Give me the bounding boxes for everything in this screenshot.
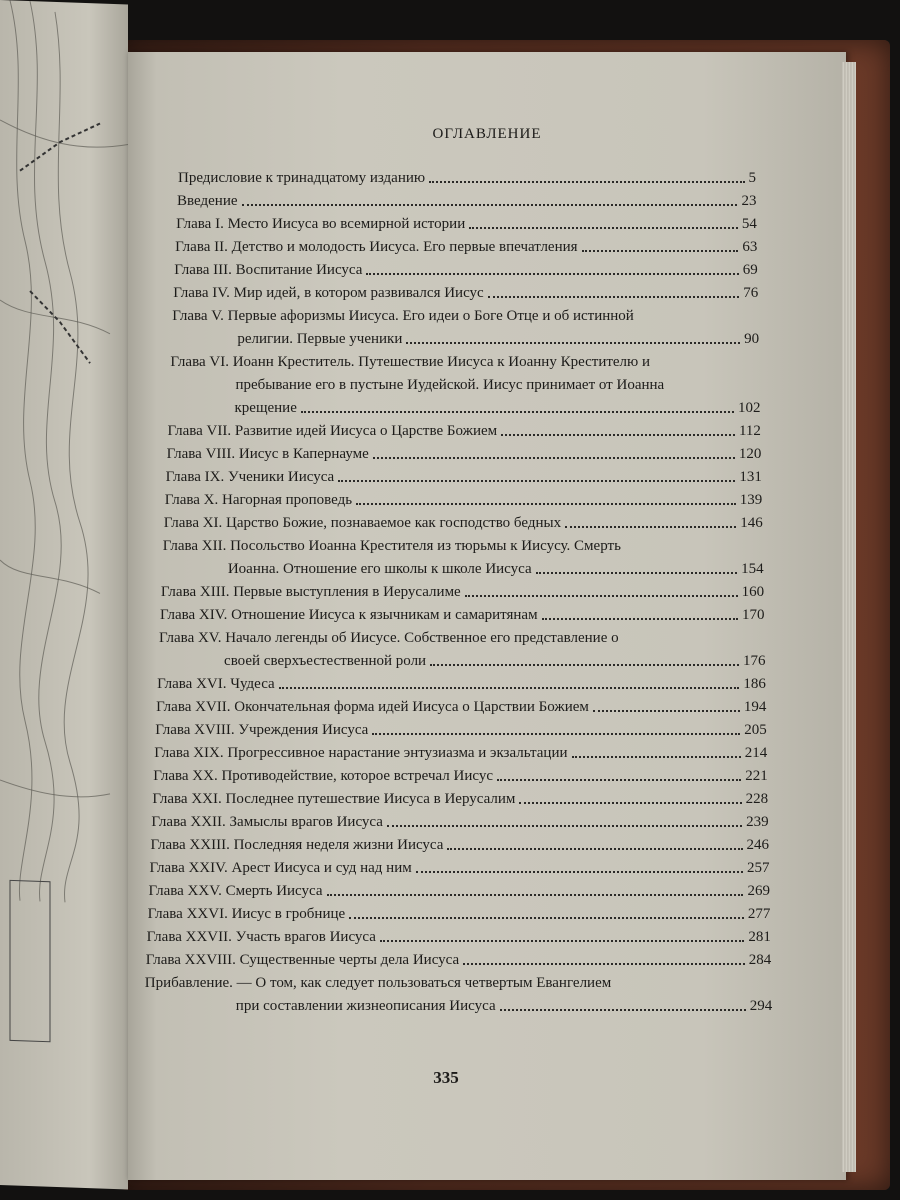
toc-entry[interactable] (175, 237, 757, 257)
toc-entry-page: 239 (746, 814, 769, 830)
toc-entry-label: религии. Первые ученики (237, 331, 403, 347)
toc-entry-page: 139 (739, 492, 763, 508)
toc-entry-page: 69 (742, 262, 758, 278)
toc-entry[interactable] (161, 582, 764, 602)
dot-leader (488, 296, 740, 298)
toc-entry-label: Глава XXV. Смерть Иисуса (148, 883, 323, 899)
toc-entry[interactable] (174, 260, 758, 280)
toc-entry-page: 63 (742, 239, 758, 255)
toc-entry-line: Глава V. Первые афоризмы Иисуса. Его идеи о Боге Отце и об истинной (172, 308, 634, 324)
toc-entry-line: пребывание его в пустыне Иудейской. Иисус принимает от Иоанна (235, 377, 665, 393)
toc-entry-line: Прибавление. — О том, как следует пользоваться четвертым Евангелием (144, 975, 612, 991)
toc-entry-page: 294 (749, 998, 773, 1014)
toc-entry-page: 186 (743, 676, 766, 692)
toc-entry-page: 257 (747, 860, 770, 876)
toc-entry-page: 120 (738, 446, 762, 462)
toc-entry-page: 102 (738, 400, 761, 416)
toc-entry-page: 228 (745, 791, 769, 807)
toc-entry-label: крещение (234, 400, 297, 416)
toc-entry-page: 131 (739, 469, 762, 485)
toc-entry[interactable] (228, 559, 764, 579)
toc-entry-label: Глава XIII. Первые выступления в Иерусалиме (160, 584, 461, 600)
toc-entry[interactable] (156, 697, 766, 717)
toc-entry-page: 160 (741, 584, 765, 600)
dot-leader (387, 825, 742, 827)
toc-entry-label: Глава XIX. Прогрессивное нарастание энтузиазма и экзальтации (154, 745, 568, 761)
toc-entry-page: 214 (744, 745, 768, 761)
toc-entry[interactable] (160, 605, 765, 625)
toc-entry-page: 269 (747, 883, 770, 899)
dot-leader (463, 963, 745, 965)
toc-entry-label: Глава XXI. Последнее путешествие Иисуса в Иерусалим (152, 791, 516, 807)
dot-leader (372, 733, 740, 735)
dot-leader (373, 457, 735, 459)
toc-entry[interactable] (151, 812, 768, 832)
dot-leader (429, 181, 744, 183)
dot-leader (338, 480, 735, 482)
toc-entry[interactable] (146, 950, 772, 970)
page-title: ОГЛАВЛЕНИЕ (432, 126, 542, 142)
dot-leader (416, 871, 743, 873)
toc-entry-page: 284 (748, 952, 772, 968)
toc-entry[interactable] (155, 720, 767, 740)
dot-leader (356, 503, 736, 505)
toc-entry-page: 90 (744, 331, 760, 347)
dot-leader (565, 526, 736, 528)
dot-leader (301, 411, 734, 413)
toc-entry[interactable] (150, 835, 769, 855)
toc-entry-label: Предисловие к тринадцатому изданию (178, 170, 426, 186)
toc-entry-label: Иоанна. Отношение его школы к школе Иисуса (227, 561, 532, 577)
toc-entry[interactable] (165, 490, 763, 510)
toc-entry-label: Глава XXVII. Участь врагов Иисуса (146, 929, 376, 945)
left-page-map (0, 0, 128, 1189)
dot-leader (366, 273, 738, 275)
toc-entry[interactable] (157, 674, 766, 694)
toc-entry-label: Глава XXIV. Арест Иисуса и суд над ним (149, 860, 412, 876)
toc-entry[interactable] (166, 467, 762, 487)
toc-entry-label: Глава I. Место Иисуса во всемирной истории (176, 216, 466, 232)
dot-leader (536, 572, 738, 574)
toc-entry-label: Глава X. Нагорная проповедь (164, 492, 353, 508)
dot-leader (447, 848, 742, 850)
toc-entry-page: 281 (748, 929, 771, 945)
toc-entry[interactable] (178, 168, 756, 188)
toc-entry-label: Глава XXIII. Последняя неделя жизни Иисуса (150, 837, 444, 853)
toc-entry[interactable] (176, 214, 757, 234)
toc-entry[interactable] (235, 398, 761, 418)
toc-entry-page: 112 (738, 423, 761, 439)
dot-leader (380, 940, 744, 942)
toc-entry-page: 246 (746, 837, 770, 853)
page-number: 335 (433, 1068, 459, 1087)
toc-entry-page: 54 (741, 216, 757, 232)
toc-entry-line: Глава XII. Посольство Иоанна Крестителя из тюрьмы к Иисусу. Смерть (162, 538, 621, 554)
toc-entry-page: 176 (742, 653, 766, 669)
dot-leader (242, 204, 738, 206)
toc-entry-page: 5 (748, 170, 756, 186)
dot-leader (582, 250, 739, 252)
dot-leader (497, 779, 741, 781)
dot-leader (469, 227, 738, 229)
toc-entry-label: Глава XXII. Замыслы врагов Иисуса (151, 814, 383, 830)
toc-entry[interactable] (152, 789, 768, 809)
toc-entry-label: Глава VIII. Иисус в Капернауме (166, 446, 369, 462)
toc-entry[interactable] (149, 881, 770, 901)
toc-entry-page: 194 (743, 699, 767, 715)
toc-entry-label: Глава XI. Царство Божие, познаваемое как господство бедных (163, 515, 562, 531)
dot-leader (430, 664, 739, 666)
toc-entry-label: Глава XVIII. Учреждения Иисуса (155, 722, 369, 738)
toc-entry-label: Глава VII. Развитие идей Иисуса о Царстве Божием (167, 423, 498, 439)
toc-entry-label: при составлении жизнеописания Иисуса (235, 998, 496, 1014)
toc-entry[interactable] (153, 766, 767, 786)
dot-leader (327, 894, 744, 896)
dot-leader (542, 618, 738, 620)
toc-entry-label: Введение (177, 193, 238, 209)
toc-entry[interactable] (177, 191, 756, 211)
dot-leader (279, 687, 740, 689)
toc-entry-label: своей сверхъестественной роли (224, 653, 427, 669)
toc-entry[interactable] (167, 444, 762, 464)
dot-leader (501, 434, 735, 436)
toc-entry-page: 23 (741, 193, 757, 209)
toc-entry-page: 76 (743, 285, 759, 301)
toc-entry-label: Глава IV. Мир идей, в котором развивался Иисус (173, 285, 484, 301)
dot-leader (519, 802, 741, 804)
toc-entry-label: Глава III. Воспитание Иисуса (174, 262, 363, 278)
toc-entry-label: Глава XXVI. Иисус в гробнице (147, 906, 346, 922)
dot-leader (406, 342, 740, 344)
toc-entry-label: Глава II. Детство и молодость Иисуса. Его первые впечатления (175, 239, 578, 255)
dot-leader (593, 710, 740, 712)
toc-entry[interactable] (168, 421, 761, 441)
toc-entry-page: 154 (741, 561, 764, 577)
toc-entry-line: Глава XV. Начало легенды об Иисусе. Собственное его представление о (159, 630, 619, 646)
toc-entry-page: 221 (745, 768, 768, 784)
toc-entry-label: Глава XVII. Окончательная форма идей Иисуса о Царствии Божием (156, 699, 589, 715)
toc-entry-page: 146 (740, 515, 763, 531)
toc-entry[interactable] (147, 927, 771, 947)
toc-entry-page: 170 (742, 607, 765, 623)
toc-entry-line: Глава VI. Иоанн Креститель. Путешествие Иисуса к Иоанну Крестителю и (170, 354, 651, 370)
dot-leader (465, 595, 738, 597)
toc-entry[interactable] (164, 513, 763, 533)
toc-entry[interactable] (150, 858, 770, 878)
toc-entry[interactable] (148, 904, 771, 924)
toc-entry-label: Глава XIV. Отношение Иисуса к язычникам и самаритянам (159, 607, 538, 623)
dot-leader (572, 756, 741, 758)
toc-entry[interactable] (237, 329, 759, 349)
table-of-contents (128, 52, 846, 1180)
toc-entry[interactable] (173, 283, 758, 303)
toc-entry-label: Глава XX. Противодействие, которое встречал Иисус (153, 768, 494, 784)
toc-entry[interactable] (154, 743, 767, 763)
page-edges (842, 62, 856, 1172)
toc-entry-page: 277 (747, 906, 771, 922)
toc-entry-label: Глава XVI. Чудеса (157, 676, 275, 692)
toc-entry[interactable] (224, 651, 765, 671)
toc-entry[interactable] (236, 996, 772, 1016)
toc-entry-label: Глава IX. Ученики Иисуса (165, 469, 335, 485)
book-page (128, 52, 846, 1180)
toc-entry-page: 205 (744, 722, 767, 738)
dot-leader (500, 1009, 746, 1011)
dot-leader (349, 917, 744, 919)
toc-entry-label: Глава XXVIII. Существенные черты дела Иисуса (145, 952, 460, 968)
